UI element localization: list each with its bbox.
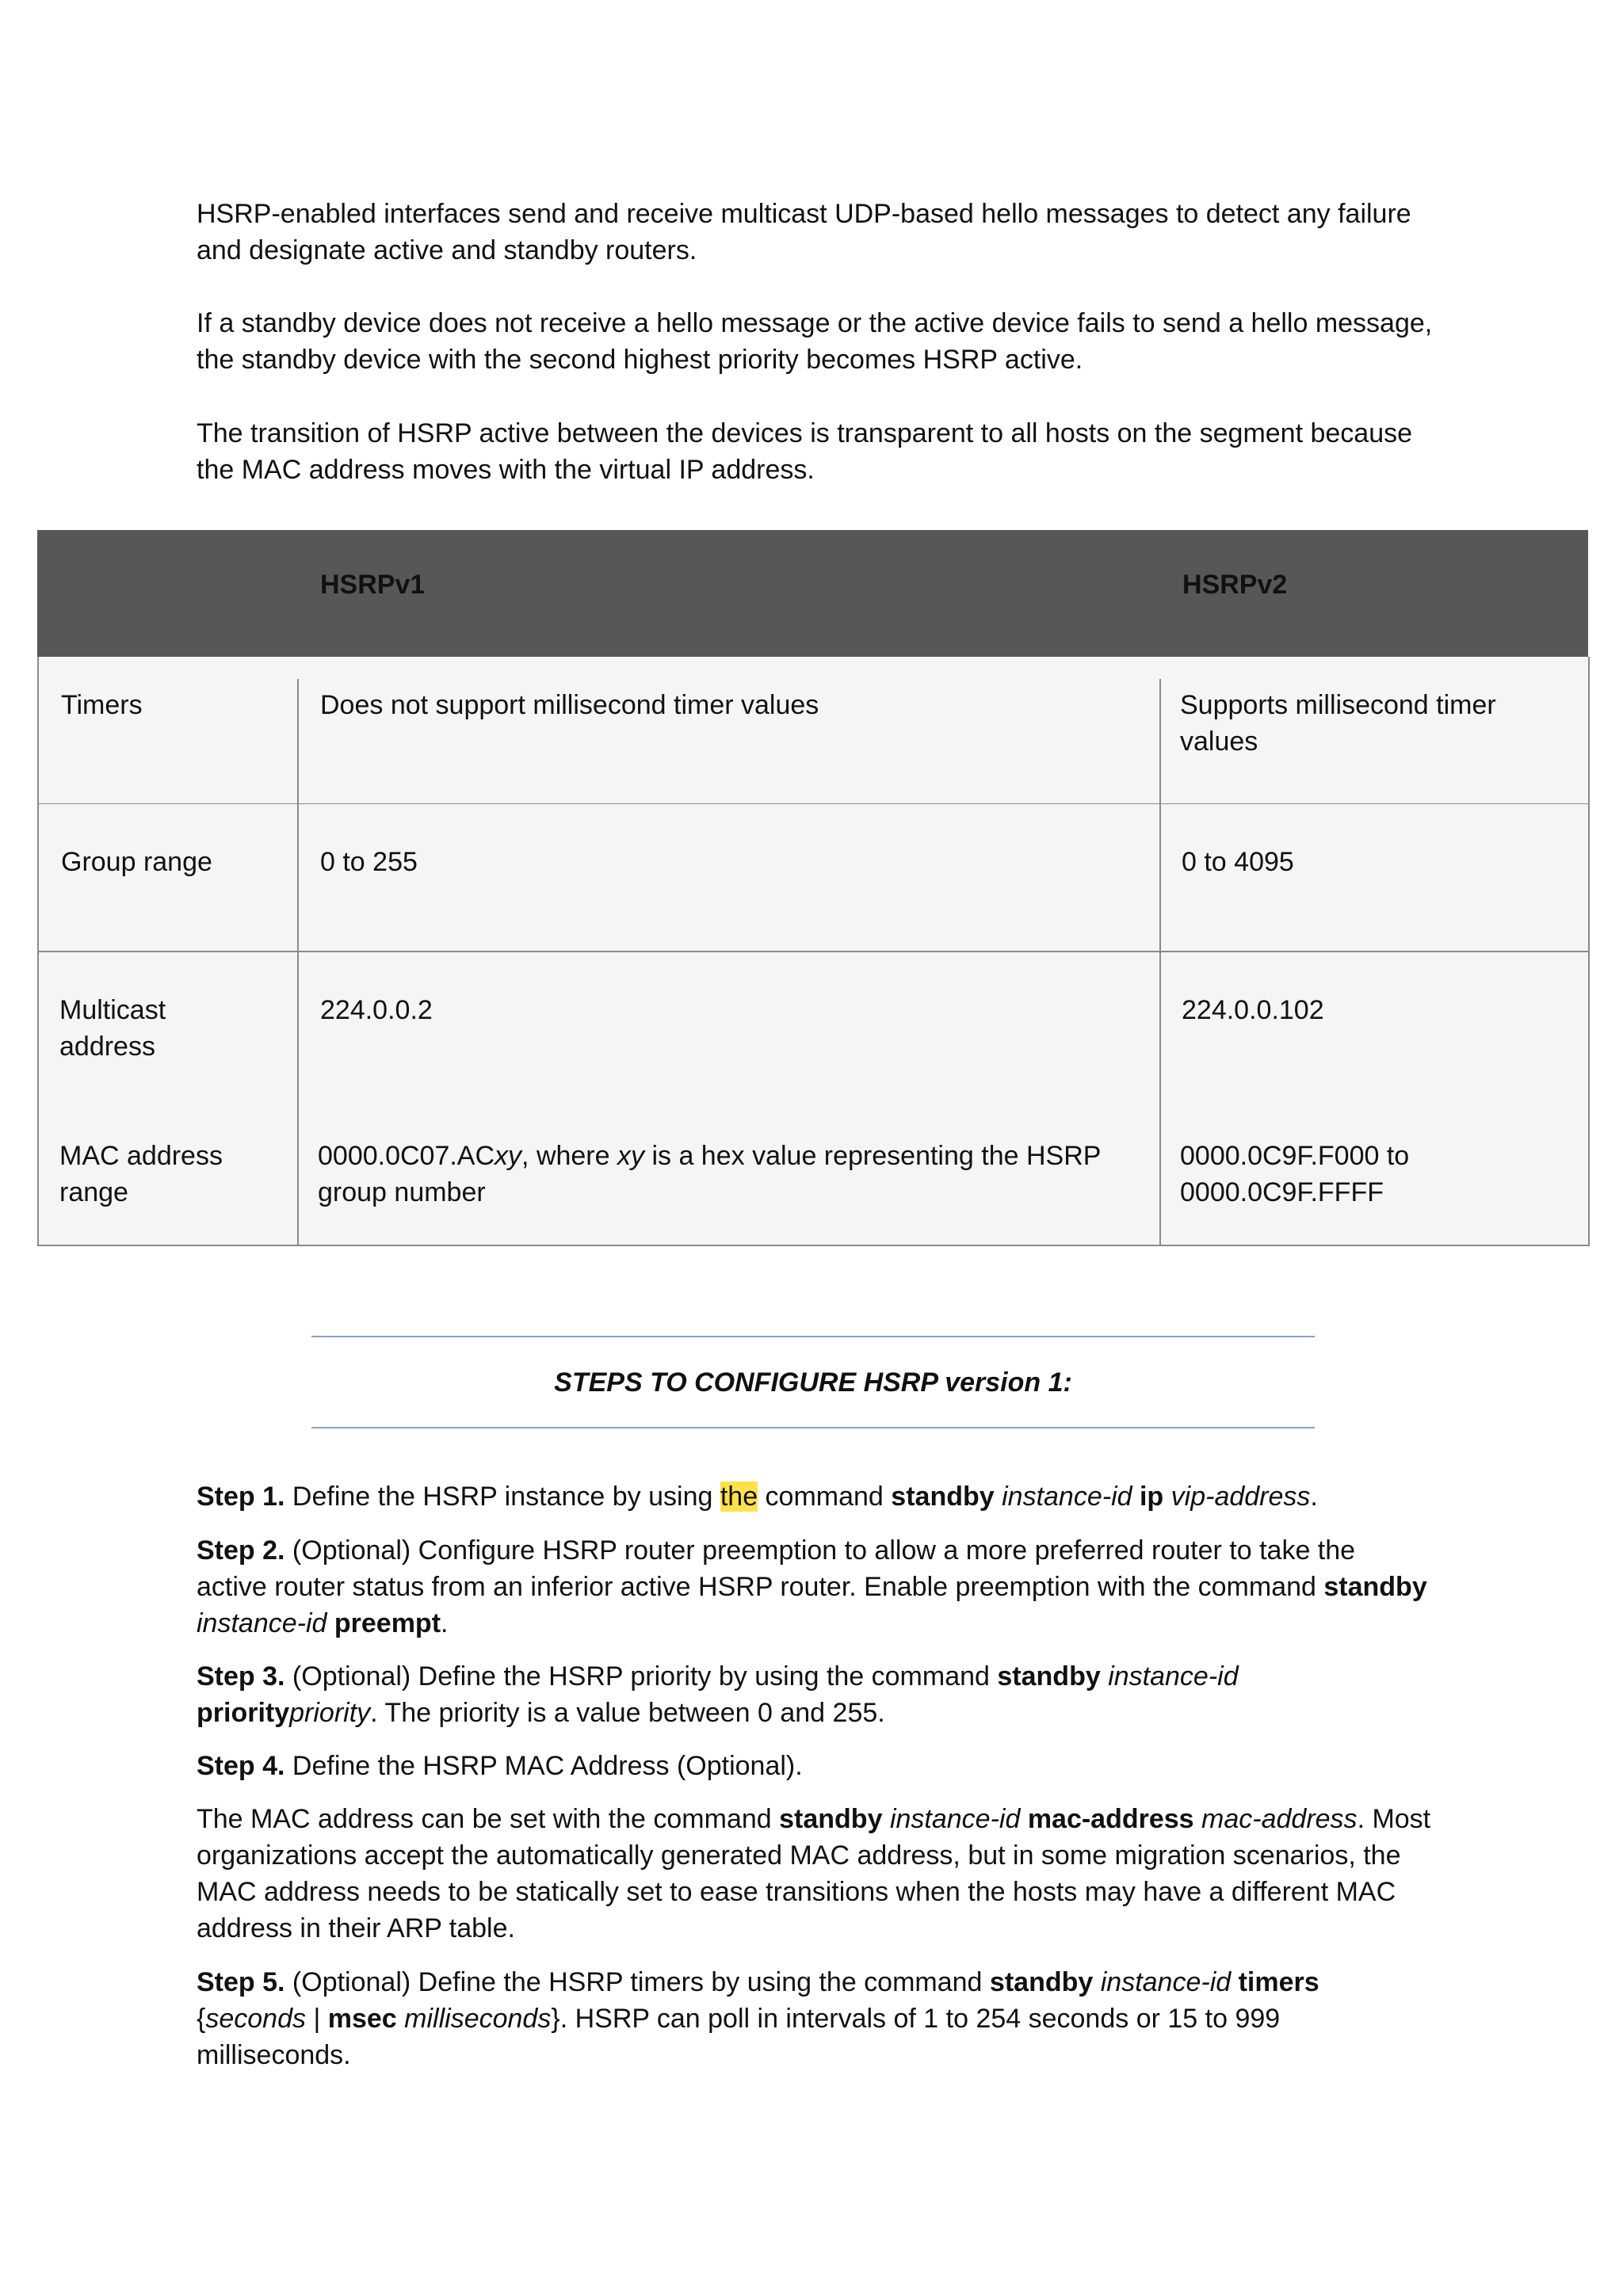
hsrpv2-value: Supports millisecond timer values — [1180, 690, 1496, 757]
mac-address-note: The MAC address can be set with the command standby instance-id mac-address mac-address. Most organizations accept the automatically generated MAC address, but in some migration scenarios, the MAC address needs to be statically set to ease transitions when the hosts may have a different MAC address in their ARP table. — [197, 1804, 1431, 1943]
step-4: Step 4. Define the HSRP MAC Address (Optional). — [197, 1751, 803, 1781]
row-label: MAC address range — [59, 1141, 223, 1207]
intro-paragraph-2: If a standby device does not receive a hello message or the active device fails to send a hello message, the standby device with the second highest priority becomes HSRP active. — [197, 308, 1433, 375]
hsrpv1-value: 224.0.0.2 — [320, 995, 433, 1025]
divider-bottom — [311, 1427, 1315, 1428]
hsrpv2-value: 0 to 4095 — [1182, 847, 1294, 877]
column-divider — [1159, 1098, 1161, 1245]
column-divider — [297, 1098, 299, 1245]
column-divider — [297, 804, 299, 951]
header-hsrpv1: HSRPv1 — [320, 570, 426, 600]
column-divider — [1159, 679, 1161, 803]
header-hsrpv2: HSRPv2 — [1182, 570, 1288, 600]
row-label: Multicast address — [59, 995, 166, 1062]
table-row-mac-address-range — [37, 1098, 1590, 1246]
column-divider — [1159, 952, 1161, 1099]
column-divider — [297, 952, 299, 1099]
column-divider — [297, 679, 299, 803]
column-divider — [1159, 804, 1161, 951]
row-label: Group range — [61, 847, 212, 877]
steps-heading: STEPS TO CONFIGURE HSRP version 1: — [554, 1367, 1072, 1398]
highlighted-word: the — [720, 1482, 758, 1512]
table-row-multicast-address — [37, 952, 1590, 1100]
step-3: Step 3. (Optional) Define the HSRP priority by using the command standby instance-id prioritypriority. The priority is a value between 0 and 255. — [197, 1661, 1239, 1728]
table-header — [37, 530, 1588, 657]
row-label: Timers — [61, 690, 143, 720]
table-row-timers — [37, 657, 1590, 805]
step-5: Step 5. (Optional) Define the HSRP timers by using the command standby instance-id timers {seconds | msec milliseconds}. HSRP can poll in intervals of 1 to 254 seconds or 15 to 999 milliseconds. — [197, 1967, 1319, 2070]
hsrpv1-value: Does not support millisecond timer values — [320, 690, 819, 720]
hsrpv2-value: 0000.0C9F.F000 to 0000.0C9F.FFFF — [1180, 1141, 1410, 1207]
table-row-group-range — [37, 804, 1590, 952]
hsrpv1-value: 0000.0C07.ACxy, where xy is a hex value representing the HSRP group number — [318, 1141, 1101, 1207]
step-1: Step 1. Define the HSRP instance by using the command standby instance-id ip vip-address. — [197, 1482, 1318, 1512]
step-2: Step 2. (Optional) Configure HSRP router preemption to allow a more preferred router to take the active router status from an inferior active HSRP router. Enable preemption with the command standby instance-id preempt. — [197, 1535, 1427, 1638]
hsrpv1-value: 0 to 255 — [320, 847, 418, 877]
intro-paragraph-1: HSRP-enabled interfaces send and receive multicast UDP-based hello messages to detect any failure and designate active and standby routers. — [197, 199, 1411, 265]
hsrpv2-value: 224.0.0.102 — [1182, 995, 1324, 1025]
divider-top — [311, 1336, 1315, 1337]
hsrp-comparison-table — [37, 530, 1588, 1245]
intro-paragraph-3: The transition of HSRP active between the devices is transparent to all hosts on the segment because the MAC address moves with the virtual IP address. — [197, 418, 1413, 485]
